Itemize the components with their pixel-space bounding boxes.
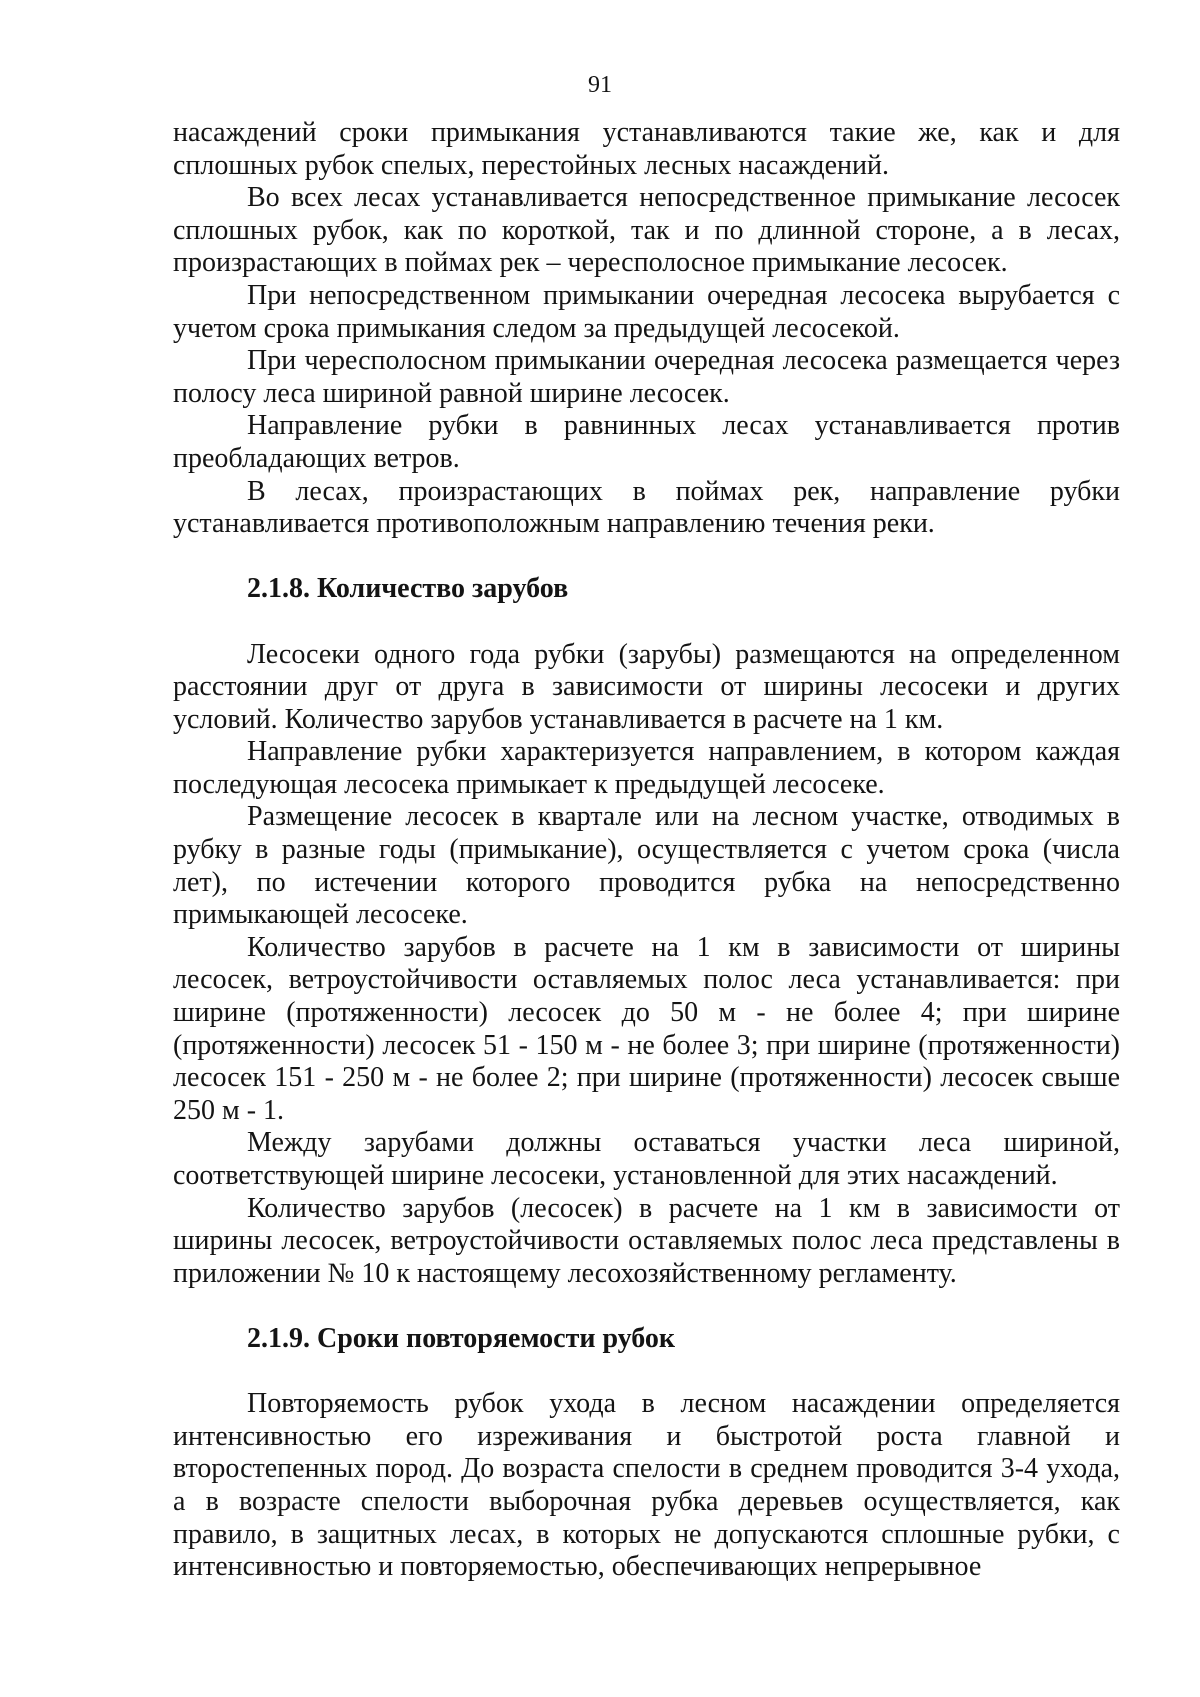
spacer — [173, 606, 1120, 639]
page-number: 91 — [588, 72, 612, 98]
paragraph: При непосредственном примыкании очередная лесосека вырубается с учетом срока примыкания следом за предыдущей лесосекой. — [173, 279, 1120, 344]
paragraph: При чересполосном примыкании очередная лесосека размещается через полосу леса шириной равной ширине лесосек. — [173, 345, 1120, 409]
paragraph: Количество зарубов (лесосек) в расчете на 1 км в зависимости от ширины лесосек, ветроустойчивости оставляемых полос леса представлены в приложении № 10 к настоящему лесохозяйственному регламенту. — [173, 1192, 1120, 1289]
paragraph: Размещение лесосек в квартале или на лесном участке, отводимых в рубку в разные годы (примыкание), осуществляется с учетом срока (числа лет), по истечении которого проводится рубка на непосредственно примыкающей лесосеке. — [173, 801, 1120, 931]
paragraph: В лесах, произрастающих в поймах рек, направление рубки устанавливается противоположным направлению течения реки. — [173, 475, 1120, 540]
paragraph: Направление рубки характеризуется направлением, в котором каждая последующая лесосека примыкает к предыдущей лесосеке. — [173, 736, 1120, 800]
section-heading-2-1-9: 2.1.9. Сроки повторяемости рубок — [247, 1322, 676, 1354]
paragraph: Во всех лесах устанавливается непосредственное примыкание лесосек сплошных рубок, как по короткой, так и по длинной стороне, а в лесах, произрастающих в поймах рек – чересполосное примыкание лесосек. — [173, 182, 1120, 279]
paragraph: Между зарубами должны оставаться участки леса шириной, соответствующей ширине лесосеки, установленной для этих насаждений. — [173, 1127, 1120, 1191]
page-body — [173, 117, 1120, 1584]
paragraph: Количество зарубов в расчете на 1 км в зависимости от ширины лесосек, ветроустойчивости оставляемых полос леса устанавливается: при ширине (протяженности) лесосек до 50 м - не более 4; при ширине (протяженности) лесосек 51 - 150 м - не более 3; при ширине (протяженности) лесосек 151 - 250 м - не более 2; при ширине (протяженности) лесосек свыше 250 м - 1. — [173, 931, 1120, 1126]
paragraph: Повторяемость рубок ухода в лесном насаждении определяется интенсивностью его изреживания и быстротой роста главной и второстепенных пород. До возраста спелости в среднем проводится 3-4 ухода, а в возрасте спелости выборочная рубка деревьев осуществляется, как правило, в защитных лесах, в которых не допускаются сплошные рубки, с интенсивностью и повторяемостью, обеспечивающих непрерывное — [173, 1388, 1120, 1583]
spacer — [173, 1356, 1120, 1389]
paragraph: насаждений сроки примыкания устанавливаются такие же, как и для сплошных рубок спелых, перестойных лесных насаждений. — [173, 117, 1120, 181]
paragraph: Лесосеки одного года рубки (зарубы) размещаются на определенном расстоянии друг от друга в зависимости от ширины лесосеки и других условий. Количество зарубов устанавливается в расчете на 1 км. — [173, 638, 1120, 735]
section-heading-2-1-8: 2.1.8. Количество зарубов — [247, 573, 569, 605]
paragraph: Направление рубки в равнинных лесах устанавливается против преобладающих ветров. — [173, 410, 1120, 474]
spacer — [173, 541, 1120, 574]
spacer — [173, 1290, 1120, 1323]
